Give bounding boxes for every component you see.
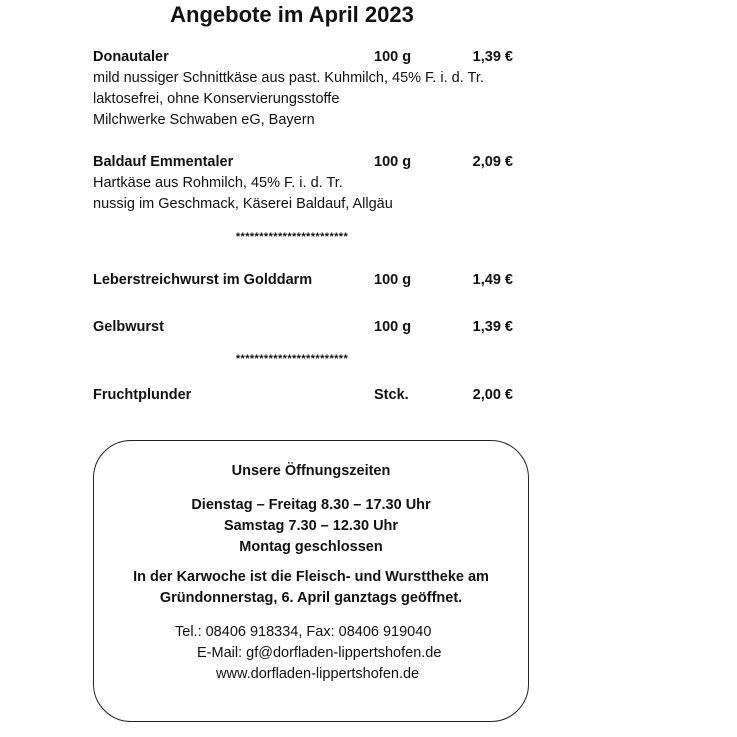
product-description-line: Milchwerke Schwaben eG, Bayern: [93, 112, 315, 128]
product-unit: 100 g: [374, 272, 412, 288]
product-name: Leberstreichwurst im Golddarm: [93, 272, 313, 288]
opening-hours-line: Dienstag – Freitag 8.30 – 17.30 Uhr: [191, 497, 431, 513]
product-unit: 100 g: [374, 49, 412, 65]
product-unit: Stck.: [374, 387, 409, 403]
product-description-line: Hartkäse aus Rohmilch, 45% F. i. d. Tr.: [93, 175, 343, 191]
product-name: Fruchtplunder: [93, 387, 192, 403]
product-row-gelbwurst: [93, 319, 523, 341]
opening-hours-heading: Unsere Öffnungszeiten: [231, 463, 391, 479]
product-row-fruchtplunder: [93, 387, 523, 409]
product-row-donautaler: [93, 49, 523, 71]
product-row-baldauf-emmentaler: [93, 154, 523, 176]
opening-hours-box: [93, 440, 529, 722]
product-row-leberstreichwurst: [93, 272, 523, 294]
product-price: 1,49 €: [472, 272, 513, 288]
notice-line: In der Karwoche ist die Fleisch- und Wursttheke am: [133, 569, 489, 585]
opening-hours-line: Samstag 7.30 – 12.30 Uhr: [223, 518, 399, 534]
product-price: 2,00 €: [472, 387, 513, 403]
product-description-line: nussig im Geschmack, Käserei Baldauf, Allgäu: [93, 196, 393, 212]
contact-website: www.dorfladen-lippertshofen.de: [216, 666, 420, 682]
product-description-line: mild nussiger Schnittkäse aus past. Kuhmilch, 45% F. i. d. Tr.: [93, 70, 484, 86]
product-description-line: laktosefrei, ohne Konservierungsstoffe: [93, 91, 340, 107]
separator: ************************: [235, 231, 349, 243]
separator: ************************: [235, 353, 349, 365]
product-unit: 100 g: [374, 154, 412, 170]
product-unit: 100 g: [374, 319, 412, 335]
notice-line: Gründonnerstag, 6. April ganztags geöffnet.: [159, 590, 463, 606]
product-name: Baldauf Emmentaler: [93, 154, 234, 170]
page-title: Angebote im April 2023: [170, 2, 414, 27]
product-name: Gelbwurst: [93, 319, 164, 335]
product-name: Donautaler: [93, 49, 169, 65]
product-price: 1,39 €: [472, 49, 513, 65]
contact-phone-fax: Tel.: 08406 918334, Fax: 08406 919040: [175, 624, 432, 640]
opening-hours-line: Montag geschlossen: [239, 539, 383, 555]
product-price: 2,09 €: [472, 154, 513, 170]
product-price: 1,39 €: [472, 319, 513, 335]
contact-email: E-Mail: gf@dorfladen-lippertshofen.de: [197, 645, 442, 661]
